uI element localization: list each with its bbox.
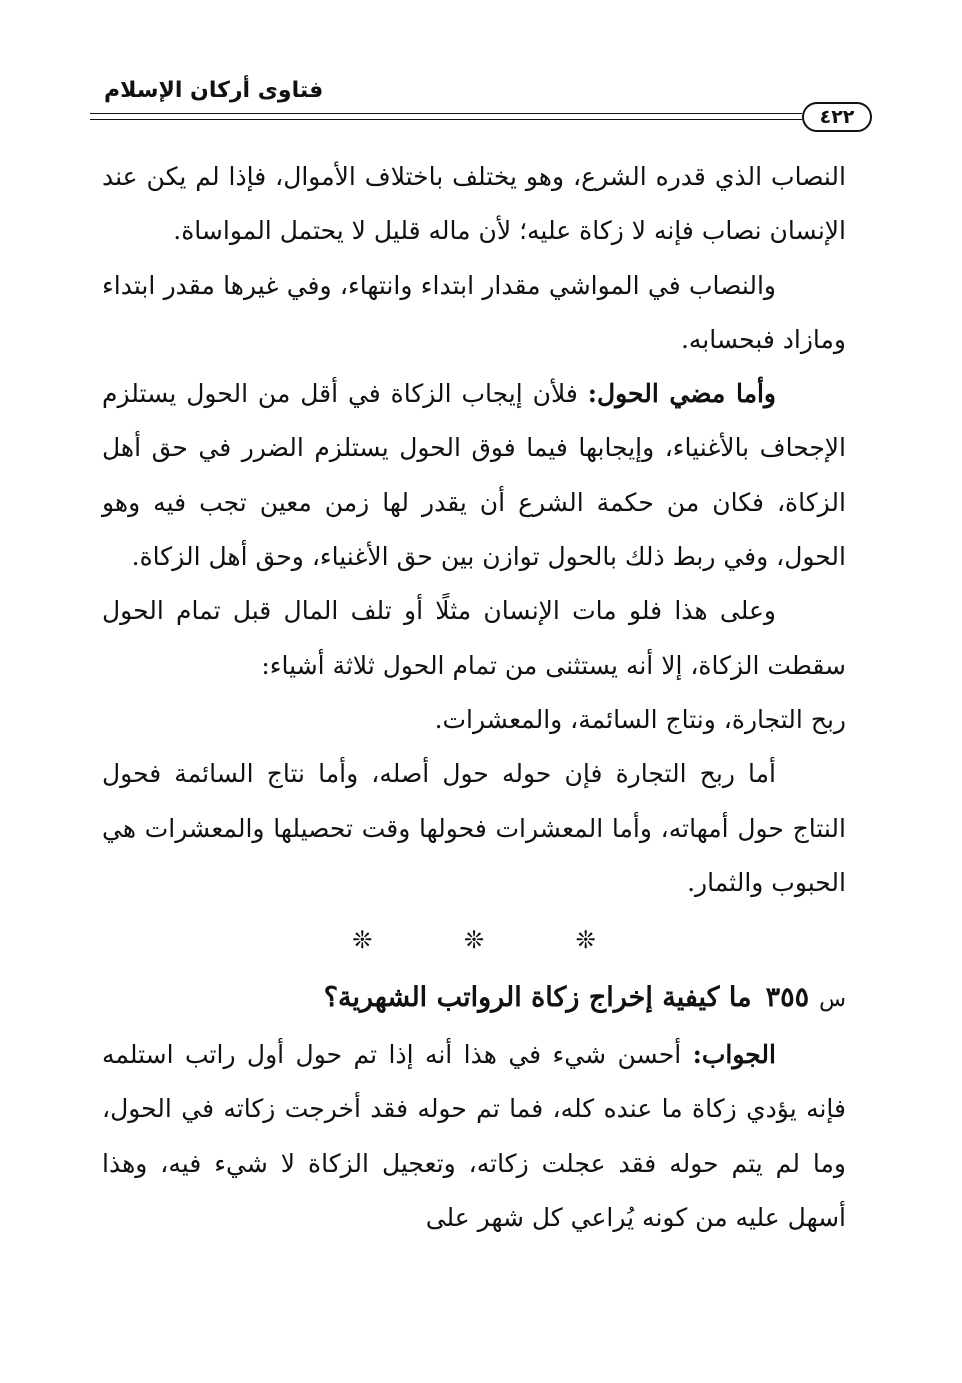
paragraph: والنصاب في المواشي مقدار ابتداء وانتهاء، وفي غيرها مقدر ابتداء ومازاد فبحسابه.: [102, 270, 846, 354]
page-body: [102, 150, 846, 1245]
paragraph: أما ربح التجارة فإن حوله حول أصله، وأما نتاج السائمة فحول النتاج حول أمهاته، وأما المعشرات فحولها وقت تحصيلها والمعشرات هي الحبوب والثمار.: [102, 759, 846, 897]
answer-text: أحسن شيء في هذا أنه إذا تم حول أول راتب استلمه فإنه يؤدي زكاة ما عنده كله، فما تم حوله فقد أخرجت زكاته في الحول، وما لم يتم حوله فقد عجلت زكاته، وتعجيل الزكاة لا شيء فيه، وهذا أسهل عليه من كونه يُراعي كل شهر على: [102, 1040, 846, 1233]
answer-lead: الجواب:: [692, 1040, 776, 1070]
page-header: [90, 78, 876, 128]
section-separator: ❊ ❊ ❊: [352, 926, 638, 955]
book-title: فتاوى أركان الإسلام: [104, 78, 324, 103]
page-number: ٤٢٢: [802, 102, 872, 132]
paragraph-text: فلأن إيجاب الزكاة في أقل من الحول يستلزم الإجحاف بالأغنياء، وإيجابها فيما فوق الحول يستلزم الضرر في حق أهل الزكاة، فكان من حكمة الشرع أن يقدر لها زمن معين تجب فيه وهو الحول، وفي ربط ذلك بالحول توازن بين حق الأغنياء، وحق أهل الزكاة.: [102, 379, 846, 572]
header-rule: [90, 113, 802, 114]
question-marker: س: [819, 987, 846, 1013]
question-heading: [102, 970, 846, 1028]
paragraph: [102, 367, 846, 584]
header-rule-double: [90, 119, 802, 120]
question-text: ما كيفية إخراج زكاة الرواتب الشهرية؟: [323, 982, 752, 1014]
question-number: ٣٥٥: [765, 982, 810, 1014]
paragraph: النصاب الذي قدره الشرع، وهو يختلف باختلاف الأموال، فإذا لم يكن عند الإنسان نصاب فإنه لا زكاة عليه؛ لأن ماله قليل لا يحتمل المواساة.: [102, 162, 846, 246]
paragraph: وعلى هذا فلو مات الإنسان مثلًا أو تلف المال قبل تمام الحول سقطت الزكاة، إلا أنه يستثنى من تمام الحول ثلاثة أشياء:: [102, 596, 846, 680]
paragraph: ربح التجارة، ونتاج السائمة، والمعشرات.: [434, 704, 846, 734]
answer-paragraph: [102, 1028, 846, 1245]
paragraph-lead: وأما مضي الحول:: [587, 379, 776, 409]
